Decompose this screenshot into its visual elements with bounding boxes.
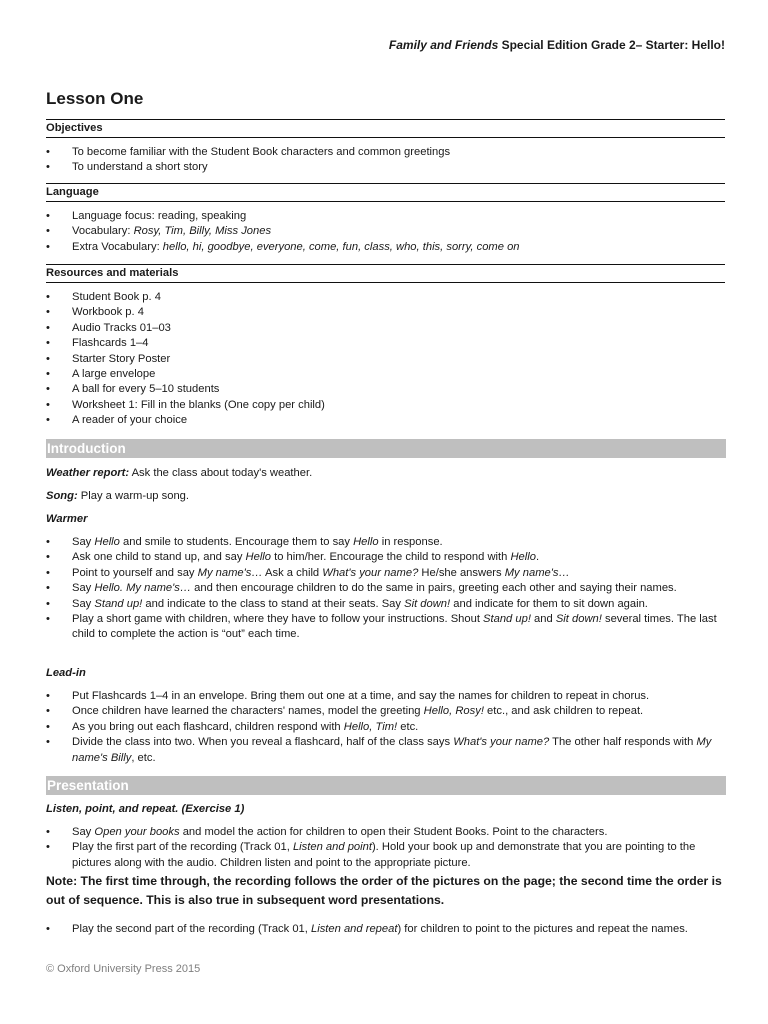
list-item: • Ask one child to stand up, and say Hello to him/her. Encourage the child to respond with Hello. bbox=[46, 550, 725, 565]
list-item: • Play a short game with children, where they have to follow your instructions. Shout Stand up! and Sit down! several times. The last child to complete the action is “out” each time. bbox=[46, 612, 725, 643]
list-item: • Language focus: reading, speaking bbox=[46, 209, 725, 224]
list-item: • Starter Story Poster bbox=[46, 352, 725, 367]
lesson-title: Lesson One bbox=[46, 89, 144, 108]
copyright-footer: © Oxford University Press 2015 bbox=[46, 963, 201, 975]
song: Song: Play a warm-up song. bbox=[46, 490, 190, 502]
objectives-heading: Objectives bbox=[46, 119, 725, 138]
introduction-bar: Introduction bbox=[46, 439, 726, 458]
exercise-label: Listen, point, and repeat. (Exercise 1) bbox=[46, 803, 245, 815]
list-item: • Worksheet 1: Fill in the blanks (One copy per child) bbox=[46, 398, 725, 413]
note-paragraph: Note: The first time through, the recording follows the order of the pictures on the page; the second time the order is out of sequence. This is also true in subsequent word presentations. bbox=[46, 874, 722, 907]
list-item: • Once children have learned the characters' names, model the greeting Hello, Rosy! etc., and ask children to repeat. bbox=[46, 704, 725, 719]
warmer-label: Warmer bbox=[46, 513, 88, 525]
list-item: • Say Hello and smile to students. Encourage them to say Hello in response. bbox=[46, 535, 725, 550]
list-item: • Divide the class into two. When you reveal a flashcard, half of the class says What's your name? The other half responds with My name's Billy, etc. bbox=[46, 735, 725, 766]
list-item: • Audio Tracks 01–03 bbox=[46, 321, 725, 336]
list-item: • Workbook p. 4 bbox=[46, 305, 725, 320]
presentation-list-continued bbox=[46, 922, 725, 937]
header-series-title: Family and Friends bbox=[388, 38, 499, 52]
weather-report: Weather report: Ask the class about today's weather. bbox=[46, 467, 313, 479]
list-item: • Point to yourself and say My name's… Ask a child What's your name? He/she answers My name's… bbox=[46, 566, 725, 581]
list-item: • Say Stand up! and indicate to the class to stand at their seats. Say Sit down! and indicate for them to sit down again. bbox=[46, 597, 725, 612]
running-header bbox=[389, 38, 725, 53]
list-item: • Say Open your books and model the action for children to open their Student Books. Point to the characters. bbox=[46, 825, 725, 840]
language-heading: Language bbox=[46, 183, 725, 202]
header-grade-title: Special Edition Grade 2– Starter: Hello! bbox=[498, 38, 725, 52]
resources-list bbox=[46, 290, 725, 429]
resources-heading: Resources and materials bbox=[46, 264, 725, 283]
list-item: • Play the second part of the recording (Track 01, Listen and repeat) for children to point to the pictures and repeat the names. bbox=[46, 922, 725, 937]
objectives-list bbox=[46, 145, 725, 176]
list-item: • A ball for every 5–10 students bbox=[46, 382, 725, 397]
list-item: • Vocabulary: Rosy, Tim, Billy, Miss Jones bbox=[46, 224, 725, 239]
list-item: • A large envelope bbox=[46, 367, 725, 382]
list-item: • To understand a short story bbox=[46, 160, 725, 175]
list-item: • To become familiar with the Student Book characters and common greetings bbox=[46, 145, 725, 160]
language-list bbox=[46, 209, 725, 255]
leadin-label: Lead-in bbox=[46, 667, 86, 679]
list-item: • Say Hello. My name's… and then encourage children to do the same in pairs, greeting each other and saying their names. bbox=[46, 581, 725, 596]
list-item: • Put Flashcards 1–4 in an envelope. Bring them out one at a time, and say the names for children to repeat in chorus. bbox=[46, 689, 725, 704]
warmer-list bbox=[46, 535, 725, 643]
leadin-list bbox=[46, 689, 725, 766]
presentation-bar: Presentation bbox=[46, 776, 726, 795]
presentation-list bbox=[46, 825, 725, 871]
list-item: • A reader of your choice bbox=[46, 413, 725, 428]
list-item: • As you bring out each flashcard, children respond with Hello, Tim! etc. bbox=[46, 720, 725, 735]
list-item: • Extra Vocabulary: hello, hi, goodbye, everyone, come, fun, class, who, this, sorry, come on bbox=[46, 240, 725, 255]
list-item: • Play the first part of the recording (Track 01, Listen and point). Hold your book up and demonstrate that you are pointing to the pictures along with the audio. Children listen and point to the appropriate picture. bbox=[46, 840, 725, 871]
list-item: • Student Book p. 4 bbox=[46, 290, 725, 305]
list-item: • Flashcards 1–4 bbox=[46, 336, 725, 351]
